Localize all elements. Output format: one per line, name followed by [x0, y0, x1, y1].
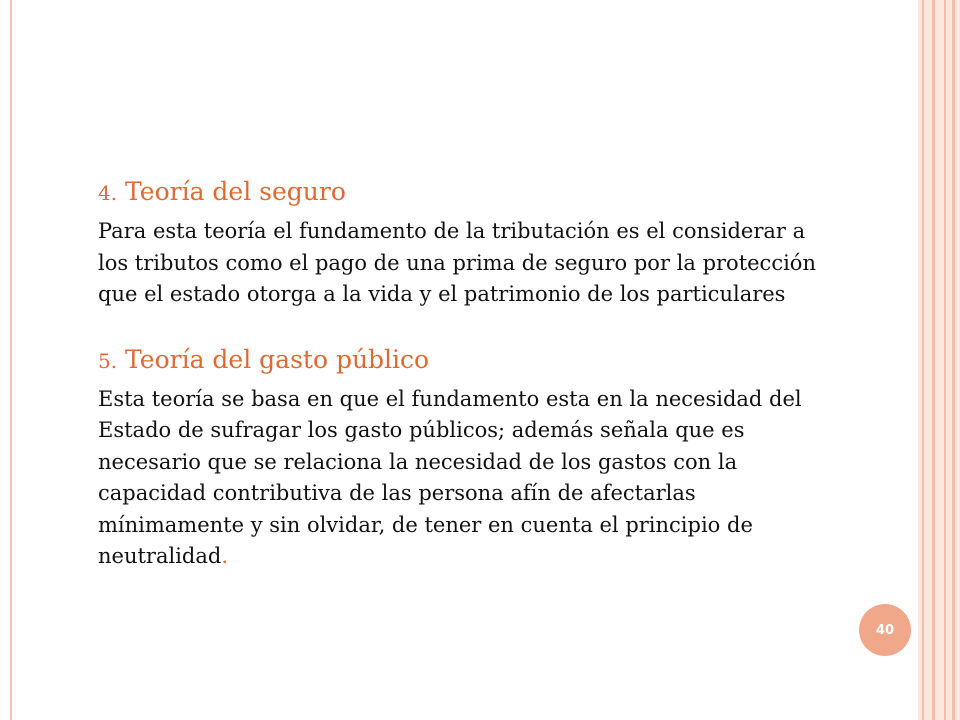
section-body: Para esta teoría el fundamento de la tributación es el considerar a los tributos como el pago de una prima de seguro por la protección que el estado otorga a la vida y el patrimonio de los particulares [98, 219, 816, 306]
section-title: Teoría del seguro [125, 177, 346, 206]
end-mark: . [221, 544, 229, 568]
left-border-line [10, 0, 12, 720]
slide-content [98, 175, 838, 573]
right-border-decoration [918, 0, 960, 720]
section-number: 4. [98, 181, 118, 205]
section-title: Teoría del gasto público [125, 344, 430, 374]
section-teoria-del-seguro [98, 175, 838, 311]
section-body [98, 384, 838, 573]
section-body-text: Esta teoría se basa en que el fundamento esta en la necesidad del Estado de sufragar los gasto públicos; además señala que es necesario que se relaciona la necesidad de los gastos con la capacidad contributiva de las persona afín de afectarlas mínimamente y sin olvidar, de tener en cuenta el principio de neutralidad [98, 386, 802, 568]
section-heading [98, 175, 838, 210]
section-teoria-del-gasto-publico [98, 343, 838, 573]
section-heading [98, 343, 838, 378]
page-number-badge: 40 [859, 604, 911, 656]
section-number: 5. [98, 348, 118, 373]
